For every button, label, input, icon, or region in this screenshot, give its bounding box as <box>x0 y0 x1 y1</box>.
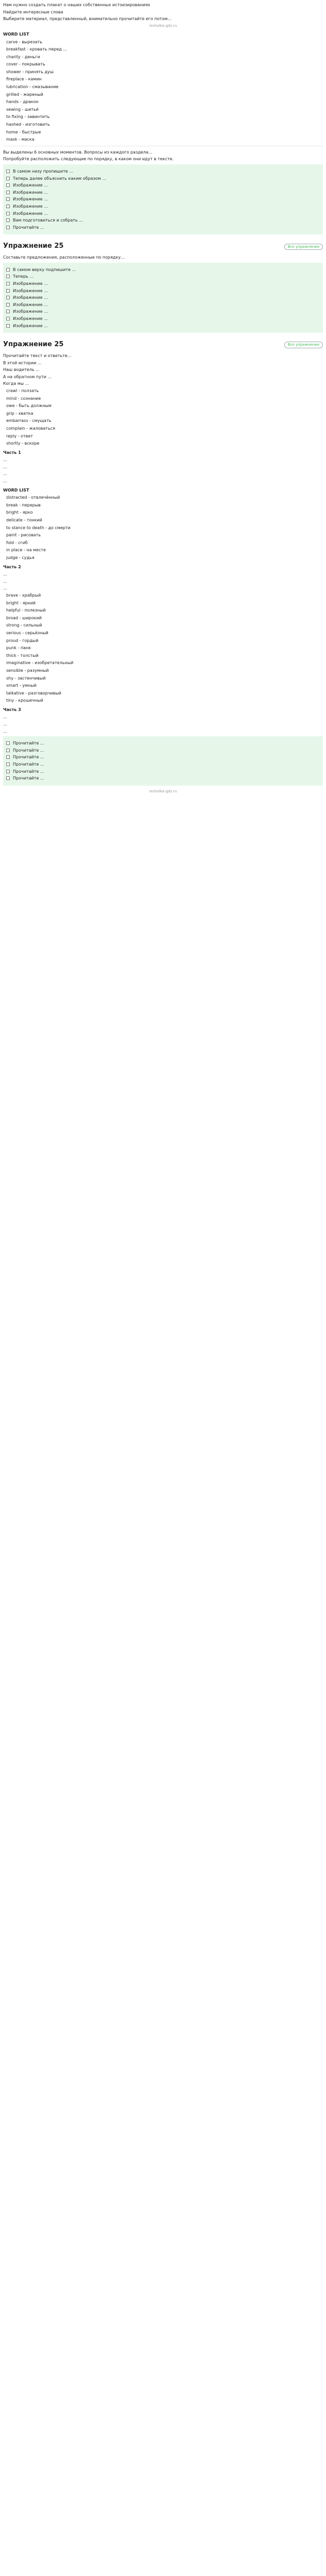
checkbox[interactable] <box>6 317 10 320</box>
checkbox[interactable] <box>6 303 10 307</box>
vocab1-item-6: lubrication - смазывание <box>6 84 59 90</box>
part1 <box>3 457 323 484</box>
exercise-25a-badge[interactable]: Все упражнения <box>284 244 323 250</box>
story1-line-4: Когда мы ... <box>3 381 29 386</box>
checkbox[interactable] <box>6 741 10 745</box>
part2-line-1: ... <box>3 579 7 584</box>
vocab4-item-4: strong - сильный <box>6 623 42 628</box>
checklist3 <box>3 736 323 786</box>
part2-title: Часть 2 <box>3 564 21 569</box>
story1-line-3: А на обратном пути ... <box>3 374 52 379</box>
vocab1-item-11: hashed - изготовить <box>6 122 50 127</box>
page <box>0 0 326 798</box>
watermark-bottom: reshalka-gdz.ru <box>149 789 177 793</box>
checklist1-item-1: Теперь далее объяснить каким образом ... <box>13 176 106 181</box>
vocab4-item-13: talkative - разговорчивый <box>6 690 61 696</box>
vocab1-item-10: to fixing - завинтить <box>6 114 50 120</box>
vocab3-item-8: judge - судья <box>6 555 35 561</box>
vocab1-item-12: home - быстрые <box>6 129 41 134</box>
checkbox[interactable] <box>6 282 10 285</box>
exercise-25b-badge[interactable]: Все упражнения <box>284 342 323 348</box>
vocab4-item-10: sensible - разумный <box>6 668 49 673</box>
checkbox[interactable] <box>6 324 10 328</box>
part1-line-1: ... <box>3 464 7 469</box>
checkbox[interactable] <box>6 191 10 194</box>
intro-2: Выберите материал, представленный, внимательно прочитайте его потом... <box>3 16 172 22</box>
vocab4-item-9: imaginative - изобретательный <box>6 660 74 666</box>
part3 <box>3 714 323 734</box>
checkbox[interactable] <box>6 755 10 759</box>
checklist3-item-4: Прочитайте ... <box>13 769 44 774</box>
vocab3-item-0: distracted - отвлечённый <box>6 495 60 500</box>
checklist3-item-5: Прочитайте ... <box>13 776 44 781</box>
vocab2-item-0: crawl - ползать <box>6 388 39 393</box>
checklist2-item-1: Теперь ... <box>13 274 34 279</box>
vocab3-item-4: to stance to death - до смерти <box>6 525 71 530</box>
checklist2-item-0: В самом верху подпишите ... <box>13 267 76 272</box>
story1-line-0: Прочитайте текст и ответьте... <box>3 353 72 358</box>
part3-line-2: ... <box>3 728 7 734</box>
intro-1: Найдите интересные слова <box>3 9 63 14</box>
checkbox[interactable] <box>6 776 10 780</box>
checklist3-item-3: Прочитайте ... <box>13 762 44 767</box>
checklist2-item-4: Изображение ... <box>13 295 48 300</box>
exercise-25b-title: Упражнение 25 <box>3 341 64 349</box>
exercise-25a-buttons <box>284 244 323 250</box>
vocab2-item-6: reply - ответ <box>6 433 33 438</box>
checklist2-item-5: Изображение ... <box>13 302 48 307</box>
checklist1-item-5: Изображение ... <box>13 204 48 209</box>
checklist1-item-4: Изображение ... <box>13 197 48 202</box>
checkbox[interactable] <box>6 197 10 201</box>
checkbox[interactable] <box>6 226 10 229</box>
vocab1-item-0: carve - вырезать <box>6 39 42 44</box>
vocab4-item-2: helpful - полезный <box>6 608 46 613</box>
checkbox[interactable] <box>6 177 10 180</box>
checkbox[interactable] <box>6 268 10 272</box>
vocab2-item-3: grip - хватка <box>6 411 34 416</box>
vocab4-item-6: proud - гордый <box>6 638 39 643</box>
checklist1-item-0: В самом низу пропишите ... <box>13 169 73 174</box>
checklist3-item-0: Прочитайте ... <box>13 741 44 746</box>
checkbox[interactable] <box>6 170 10 173</box>
vocab2-item-7: shortly - вскоре <box>6 441 40 446</box>
vocab2 <box>3 388 323 447</box>
checklist3-item-1: Прочитайте ... <box>13 748 44 753</box>
vocab2-item-1: mind - сознание <box>6 396 41 401</box>
vocab1-item-5: fireplace - камин <box>6 77 42 82</box>
vocab3-item-5: paint - рисовать <box>6 533 41 538</box>
vocab3-item-7: in place - на месте <box>6 548 46 553</box>
checklist3-item-2: Прочитайте ... <box>13 755 44 760</box>
vocab4-item-11: shy - застенчивый <box>6 675 46 681</box>
checklist1-item-6: Изображение ... <box>13 211 48 216</box>
checklist2-item-7: Изображение ... <box>13 316 48 321</box>
vocab4-item-0: brave - храбрый <box>6 592 41 598</box>
vocab4-item-5: serious - серьёзный <box>6 630 48 635</box>
vocab2-item-4: embarrass - смущать <box>6 418 52 423</box>
vocab4-item-12: smart - умный <box>6 683 37 688</box>
checkbox[interactable] <box>6 762 10 766</box>
task-line: Попробуйте расположить следующие по порядку, в каком они идут в тексте. <box>3 157 174 162</box>
checkbox[interactable] <box>6 218 10 222</box>
vocab1-item-8: hands - дракон <box>6 99 39 105</box>
vocab1-item-3: cover - покрывать <box>6 62 45 67</box>
exercise-25a-text: Составьте предложения, расположенные по порядку... <box>3 255 125 260</box>
vocab4-item-1: bright - яркий <box>6 600 36 605</box>
part2-line-0: ... <box>3 572 7 577</box>
vocab1-item-13: mask - маска <box>6 137 35 142</box>
vocab3-item-2: bright - ярко <box>6 510 33 515</box>
checkbox[interactable] <box>6 183 10 187</box>
vocab1-item-4: shower - принять душ <box>6 69 54 74</box>
vocab4 <box>3 592 323 704</box>
checklist2-item-2: Изображение ... <box>13 281 48 286</box>
part3-line-0: ... <box>3 715 7 720</box>
story1-line-2: Наш водитель ... <box>3 367 40 372</box>
exercise-25a-header <box>3 242 323 251</box>
checklist1-item-7: Вам подготовиться и собрать ... <box>13 218 83 223</box>
part3-line-1: ... <box>3 722 7 727</box>
part1-line-0: ... <box>3 457 7 463</box>
checklist2-item-8: Изображение ... <box>13 323 48 328</box>
intro-0: Нам нужно создать плакат о наших собственных истоизированиях <box>3 3 151 7</box>
vocab3 <box>3 495 323 561</box>
part3-title: Часть 3 <box>3 707 21 712</box>
part1-line-3: ... <box>3 479 7 484</box>
vocab1-item-1: breakfast - кровать перед ... <box>6 47 67 52</box>
exercise-25a-title: Упражнение 25 <box>3 242 64 250</box>
checkbox[interactable] <box>6 289 10 293</box>
part2-line-2: ... <box>3 586 7 591</box>
task-intro: Вы выделены 6 основных моментов. Вопросы из каждого раздела... <box>3 149 153 155</box>
story1-line-1: В этой истории ... <box>3 360 42 365</box>
part1-title: Часть 1 <box>3 450 21 455</box>
checkbox[interactable] <box>6 770 10 773</box>
checklist2-item-6: Изображение ... <box>13 309 48 314</box>
vocab4-item-14: tiny - крошечный <box>6 698 43 703</box>
vocab1-title: WORD LIST <box>3 31 29 37</box>
exercise-25b-header <box>3 340 323 350</box>
checkbox[interactable] <box>6 296 10 299</box>
exercise-25b-buttons <box>284 342 323 348</box>
story1 <box>3 353 323 387</box>
checklist1 <box>3 164 323 234</box>
vocab4-item-8: thick - толстый <box>6 653 39 658</box>
vocab1-item-9: sewing - шитьё <box>6 107 39 112</box>
watermark: reshalka-gdz.ru <box>149 23 177 28</box>
checkbox[interactable] <box>6 212 10 215</box>
checkbox[interactable] <box>6 275 10 278</box>
vocab2-item-5: complain - жаловаться <box>6 426 55 431</box>
checkbox[interactable] <box>6 205 10 208</box>
vocab2-item-2: owe - быть должным <box>6 403 52 409</box>
checklist2-item-3: Изображение ... <box>13 288 48 293</box>
part2 <box>3 571 323 591</box>
checkbox[interactable] <box>6 749 10 752</box>
checklist1-item-2: Изображение ... <box>13 183 48 188</box>
vocab3-item-3: delicate - тонкий <box>6 518 42 523</box>
vocab3-item-1: break - перерыв <box>6 502 41 507</box>
checkbox[interactable] <box>6 310 10 313</box>
checklist1-item-8: Прочитайте ... <box>13 225 44 230</box>
vocab1 <box>3 39 323 143</box>
vocab1-item-2: charity - деньги <box>6 54 40 59</box>
part1-line-2: ... <box>3 471 7 477</box>
checklist1-item-3: Изображение ... <box>13 190 48 195</box>
vocab3-item-6: fold - сгиб <box>6 540 28 545</box>
vocab1-item-7: grilled - жареный <box>6 92 43 97</box>
checklist2 <box>3 263 323 333</box>
vocab4-item-7: punk - панк <box>6 646 31 651</box>
vocab4-item-3: broad - широкий <box>6 615 42 620</box>
vocab3-title: WORD LIST <box>3 487 29 493</box>
